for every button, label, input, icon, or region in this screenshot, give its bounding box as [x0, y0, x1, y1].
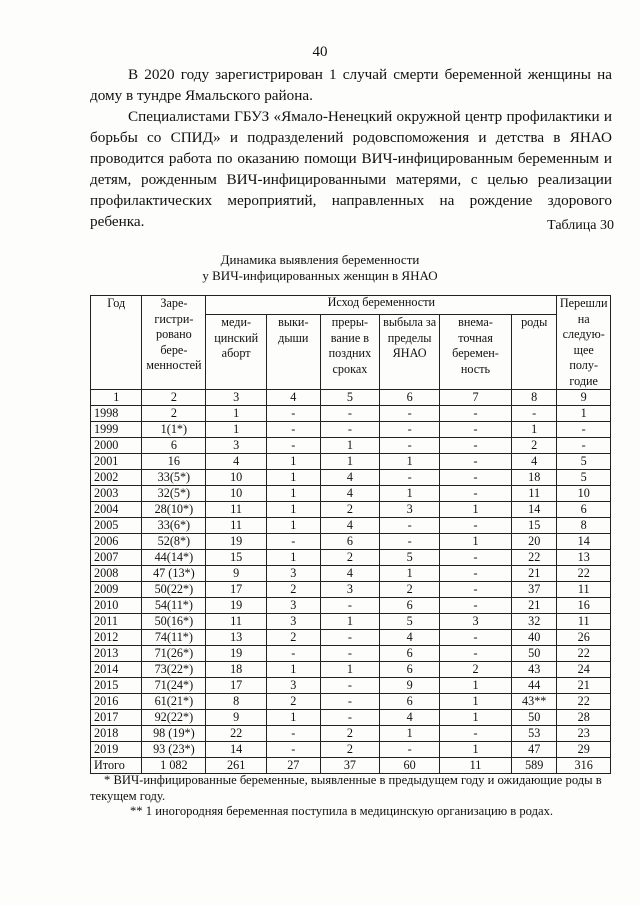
table-cell: 60 [380, 758, 440, 774]
table-cell: 1 [380, 486, 440, 502]
table-cell: - [557, 422, 611, 438]
table-cell: 28 [557, 710, 611, 726]
table-cell: - [320, 646, 380, 662]
table-cell: - [439, 726, 511, 742]
table-cell: 22 [557, 566, 611, 582]
table-cell: - [267, 406, 321, 422]
table-cell: 1 [439, 742, 511, 758]
year-cell: 2013 [91, 646, 142, 662]
table-cell: 1 [206, 406, 267, 422]
table-cell: 1 [439, 710, 511, 726]
table-cell: 589 [512, 758, 557, 774]
table-cell: 6 [380, 694, 440, 710]
column-number: 3 [206, 390, 267, 406]
table-cell: 19 [206, 646, 267, 662]
table-cell: - [380, 470, 440, 486]
table-cell: 37 [320, 758, 380, 774]
table-cell: 47 (13*) [142, 566, 206, 582]
table-cell: 50 [512, 710, 557, 726]
header-ectopic: внема-точная беремен-ность [439, 315, 511, 390]
table-cell: 43** [512, 694, 557, 710]
table-cell: - [439, 630, 511, 646]
table-cell: 50 [512, 646, 557, 662]
table-cell: 2 [439, 662, 511, 678]
table-cell: 50(22*) [142, 582, 206, 598]
table-cell: 1 [439, 502, 511, 518]
table-cell: 28(10*) [142, 502, 206, 518]
table-title-line-1: Динамика выявления беременности [220, 252, 420, 267]
column-numbers-row [91, 390, 611, 406]
table-cell: 261 [206, 758, 267, 774]
table-cell: 11 [206, 502, 267, 518]
table-row [91, 502, 611, 518]
footnote-single-star: * ВИЧ-инфицированные беременные, выявленные в предыдущем году и ожидающие роды в текущем году. [90, 773, 602, 803]
table-cell: 8 [206, 694, 267, 710]
table-cell: 15 [206, 550, 267, 566]
year-cell: 2003 [91, 486, 142, 502]
table-cell: 11 [206, 614, 267, 630]
table-cell: - [439, 486, 511, 502]
column-number: 8 [512, 390, 557, 406]
header-year: Год [91, 296, 142, 390]
table-cell: 5 [380, 550, 440, 566]
table-cell: 1 [512, 422, 557, 438]
table-cell: 50(16*) [142, 614, 206, 630]
year-cell: 2012 [91, 630, 142, 646]
year-cell: 2002 [91, 470, 142, 486]
table-cell: 1 [380, 726, 440, 742]
table-cell: 15 [512, 518, 557, 534]
table-cell: 9 [380, 678, 440, 694]
year-cell: 2016 [91, 694, 142, 710]
table-cell: 3 [267, 678, 321, 694]
table-cell: 11 [512, 486, 557, 502]
table-cell: 73(22*) [142, 662, 206, 678]
header-miscarriages: выки-дыши [267, 315, 321, 390]
year-cell: 2011 [91, 614, 142, 630]
table-cell: 71(26*) [142, 646, 206, 662]
table-row [91, 470, 611, 486]
column-number: 9 [557, 390, 611, 406]
table-cell: - [512, 406, 557, 422]
table-cell: - [320, 710, 380, 726]
table-cell: - [439, 518, 511, 534]
table-cell: - [320, 598, 380, 614]
table-cell: 2 [267, 630, 321, 646]
table-cell: 3 [380, 502, 440, 518]
table-row [91, 694, 611, 710]
table-cell: - [267, 534, 321, 550]
year-cell: 2019 [91, 742, 142, 758]
table-label: Таблица 30 [547, 218, 614, 233]
table-cell: 1 [267, 518, 321, 534]
table-cell: - [320, 406, 380, 422]
table-cell: - [380, 422, 440, 438]
table-row [91, 406, 611, 422]
year-cell: 1999 [91, 422, 142, 438]
table-cell: - [320, 630, 380, 646]
table-cell: 19 [206, 534, 267, 550]
table-cell: 2 [267, 582, 321, 598]
table-cell: 6 [142, 438, 206, 454]
table-row [91, 598, 611, 614]
table-cell: 74(11*) [142, 630, 206, 646]
table-cell: 1 [267, 662, 321, 678]
header-medical-abortion: меди-цинский аборт [206, 315, 267, 390]
table-row [91, 454, 611, 470]
header-carried-over: Перешли на следую-щее полу-годие [557, 296, 611, 390]
table-cell: 11 [557, 614, 611, 630]
table-cell: - [380, 438, 440, 454]
table-cell: 3 [320, 582, 380, 598]
table-cell: 47 [512, 742, 557, 758]
table-cell: 43 [512, 662, 557, 678]
table-cell: - [557, 438, 611, 454]
year-cell: 2008 [91, 566, 142, 582]
header-registered: Заре-гистри-ровано бере-менностей [142, 296, 206, 390]
table-cell: 6 [380, 662, 440, 678]
header-late-termination: преры-вание в поздних сроках [320, 315, 380, 390]
table-cell: 22 [512, 550, 557, 566]
header-births: роды [512, 315, 557, 390]
table-row [91, 422, 611, 438]
table-cell: 2 [320, 502, 380, 518]
year-cell: 2007 [91, 550, 142, 566]
table-cell: 1 [267, 502, 321, 518]
table-cell: 61(21*) [142, 694, 206, 710]
table-cell: - [380, 742, 440, 758]
column-number: 7 [439, 390, 511, 406]
table-cell: - [320, 422, 380, 438]
table-cell: 20 [512, 534, 557, 550]
table-cell: 32 [512, 614, 557, 630]
table-cell: 1 [320, 614, 380, 630]
table-cell: 2 [320, 726, 380, 742]
table-cell: - [380, 518, 440, 534]
year-cell: 2005 [91, 518, 142, 534]
table-cell: 1 [380, 454, 440, 470]
table-cell: 1(1*) [142, 422, 206, 438]
table-cell: - [439, 582, 511, 598]
table-cell: 11 [557, 582, 611, 598]
year-cell: 1998 [91, 406, 142, 422]
header-outcome: Исход беременности [206, 296, 557, 315]
table-cell: - [439, 598, 511, 614]
table-cell: 29 [557, 742, 611, 758]
table-cell: 14 [557, 534, 611, 550]
year-cell: 2018 [91, 726, 142, 742]
table-cell: 26 [557, 630, 611, 646]
table-cell: 21 [557, 678, 611, 694]
table-row [91, 614, 611, 630]
table-cell: 5 [557, 454, 611, 470]
table-cell: 10 [557, 486, 611, 502]
table-cell: - [439, 438, 511, 454]
table-cell: - [267, 646, 321, 662]
table-cell: 4 [320, 566, 380, 582]
table-cell: 4 [206, 454, 267, 470]
paragraph-hiv-work: Специалистами ГБУЗ «Ямало-Ненецкий окружной центр профилактики и борьбы со СПИД» и подразделений родовспоможения и детства в ЯНАО проводится работа по оказанию помощи ВИЧ-инфицированным беременным и детям, рожденным ВИЧ-инфицированными матерями, с целью реализации профилактических мероприятий, направленных на рождение здорового ребенка. [90, 108, 612, 230]
table-cell: - [267, 422, 321, 438]
table-cell: - [439, 550, 511, 566]
table-cell: 21 [512, 598, 557, 614]
table-row [91, 710, 611, 726]
table-cell: 1 [206, 422, 267, 438]
year-cell: 2010 [91, 598, 142, 614]
table-cell: 1 [320, 662, 380, 678]
table-cell: 33(6*) [142, 518, 206, 534]
table-cell: 19 [206, 598, 267, 614]
table-cell: 93 (23*) [142, 742, 206, 758]
table-title-line-2: у ВИЧ-инфицированных женщин в ЯНАО [202, 268, 438, 283]
table-cell: 1 [320, 438, 380, 454]
year-cell: 2004 [91, 502, 142, 518]
table-cell: 37 [512, 582, 557, 598]
year-cell: 2015 [91, 678, 142, 694]
table-cell: 18 [206, 662, 267, 678]
table-cell: 22 [557, 646, 611, 662]
table-cell: 2 [320, 742, 380, 758]
table-cell: 4 [320, 518, 380, 534]
header-left-region: выбыла за пределы ЯНАО [380, 315, 440, 390]
table-cell: 316 [557, 758, 611, 774]
table-row [91, 550, 611, 566]
table-cell: 16 [557, 598, 611, 614]
year-cell: 2009 [91, 582, 142, 598]
page-number: 40 [312, 44, 328, 60]
table-cell: 1 082 [142, 758, 206, 774]
year-cell: 2000 [91, 438, 142, 454]
table-cell: 1 [439, 534, 511, 550]
table-cell: 11 [206, 518, 267, 534]
table-cell: 3 [267, 566, 321, 582]
table-cell: - [267, 726, 321, 742]
table-cell: - [320, 694, 380, 710]
column-number: 1 [91, 390, 142, 406]
table-cell: 6 [380, 598, 440, 614]
table-cell: 1 [267, 454, 321, 470]
table-cell: 8 [557, 518, 611, 534]
table-cell: - [267, 742, 321, 758]
table-cell: 92(22*) [142, 710, 206, 726]
table-cell: - [439, 646, 511, 662]
table-cell: 10 [206, 470, 267, 486]
table-cell: 22 [206, 726, 267, 742]
table-cell: 2 [267, 694, 321, 710]
table-cell: 24 [557, 662, 611, 678]
table-cell: 53 [512, 726, 557, 742]
table-cell: 14 [512, 502, 557, 518]
table-row [91, 630, 611, 646]
table-cell: 1 [557, 406, 611, 422]
year-cell: 2001 [91, 454, 142, 470]
table-cell: 9 [206, 566, 267, 582]
table-cell: 52(8*) [142, 534, 206, 550]
table-cell: 33(5*) [142, 470, 206, 486]
table-cell: 98 (19*) [142, 726, 206, 742]
table-cell: - [439, 454, 511, 470]
table-cell: - [439, 566, 511, 582]
table-cell: 13 [557, 550, 611, 566]
table-cell: - [439, 406, 511, 422]
table-cell: 13 [206, 630, 267, 646]
table-cell: 32(5*) [142, 486, 206, 502]
table-row [91, 566, 611, 582]
table-cell: 11 [439, 758, 511, 774]
table-cell: - [439, 470, 511, 486]
column-number: 4 [267, 390, 321, 406]
table-cell: 1 [267, 470, 321, 486]
table-cell: 3 [206, 438, 267, 454]
table-cell: 2 [142, 406, 206, 422]
table-cell: 1 [320, 454, 380, 470]
table-cell: - [380, 406, 440, 422]
table-cell: 1 [439, 694, 511, 710]
table-cell: 5 [380, 614, 440, 630]
column-number: 5 [320, 390, 380, 406]
table-cell: 23 [557, 726, 611, 742]
table-cell: 71(24*) [142, 678, 206, 694]
table-cell: - [320, 678, 380, 694]
table-cell: 3 [267, 598, 321, 614]
table-cell: 3 [439, 614, 511, 630]
paragraph-death-case: В 2020 году зарегистрирован 1 случай смерти беременной женщины на дому в тундре Ямальского района. [90, 66, 612, 104]
year-cell: 2006 [91, 534, 142, 550]
table-cell: 4 [512, 454, 557, 470]
table-cell: - [380, 534, 440, 550]
table-cell: 40 [512, 630, 557, 646]
table-cell: 4 [320, 486, 380, 502]
table-cell: - [267, 438, 321, 454]
table-row [91, 486, 611, 502]
column-number: 6 [380, 390, 440, 406]
table-row [91, 582, 611, 598]
table-cell: 1 [439, 678, 511, 694]
table-title [0, 252, 640, 284]
table-row [91, 646, 611, 662]
year-cell: 2014 [91, 662, 142, 678]
year-cell: Итого [91, 758, 142, 774]
table-cell: 27 [267, 758, 321, 774]
table-cell: 18 [512, 470, 557, 486]
table-cell: 10 [206, 486, 267, 502]
table-cell: 1 [267, 486, 321, 502]
table-cell: 9 [206, 710, 267, 726]
table-cell: 14 [206, 742, 267, 758]
footnote-double-star: ** 1 иногородняя беременная поступила в медицинскую организацию в родах. [130, 804, 554, 818]
table-cell: 17 [206, 582, 267, 598]
table-cell: 6 [557, 502, 611, 518]
table-row [91, 726, 611, 742]
table-cell: 16 [142, 454, 206, 470]
table-cell: 1 [267, 710, 321, 726]
table-cell: 4 [320, 470, 380, 486]
table-cell: - [439, 422, 511, 438]
table-cell: 54(11*) [142, 598, 206, 614]
pregnancy-dynamics-table [90, 295, 611, 774]
table-cell: 21 [512, 566, 557, 582]
table-cell: 4 [380, 710, 440, 726]
table-cell: 6 [380, 646, 440, 662]
table-cell: 22 [557, 694, 611, 710]
year-cell: 2017 [91, 710, 142, 726]
table-row [91, 438, 611, 454]
table-cell: 5 [557, 470, 611, 486]
table-cell: 1 [380, 566, 440, 582]
table-row [91, 662, 611, 678]
table-cell: 2 [512, 438, 557, 454]
table-cell: 4 [380, 630, 440, 646]
table-row [91, 518, 611, 534]
table-row [91, 678, 611, 694]
table-cell: 44(14*) [142, 550, 206, 566]
table-cell: 17 [206, 678, 267, 694]
table-cell: 6 [320, 534, 380, 550]
table-cell: 44 [512, 678, 557, 694]
table-cell: 3 [267, 614, 321, 630]
table-cell: 2 [320, 550, 380, 566]
column-number: 2 [142, 390, 206, 406]
table-cell: 1 [267, 550, 321, 566]
table-row [91, 742, 611, 758]
table-row [91, 534, 611, 550]
table-cell: 2 [380, 582, 440, 598]
